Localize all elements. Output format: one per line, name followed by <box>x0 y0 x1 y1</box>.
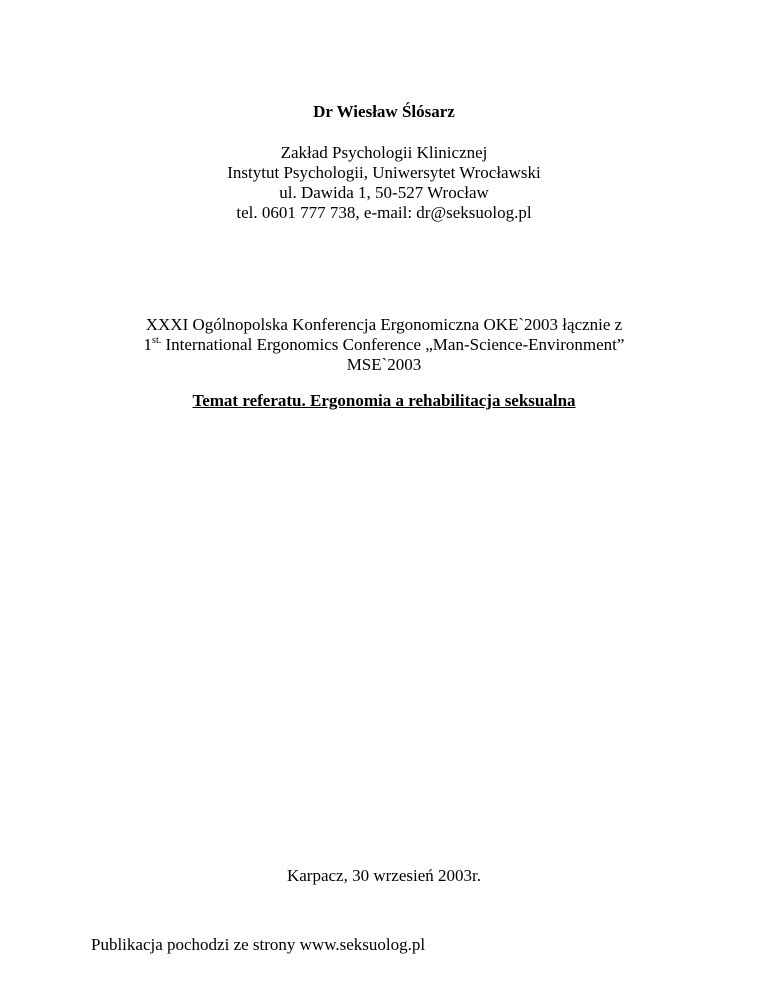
paper-topic-text: Temat referatu. Ergonomia a rehabilitacja seksualna <box>192 391 576 410</box>
place-and-date: Karpacz, 30 wrzesień 2003r. <box>286 866 481 885</box>
affiliation-department: Zakład Psychologii Klinicznej <box>280 143 488 162</box>
affiliation-institute: Instytut Psychologii, Uniwersytet Wrocławski <box>227 163 541 182</box>
paper-topic <box>0 391 768 411</box>
affiliation-address: ul. Dawida 1, 50-527 Wrocław <box>279 183 489 202</box>
footer-source-note: Publikacja pochodzi ze strony www.seksuolog.pl <box>91 935 426 954</box>
conference-ordinal-suffix: st. <box>152 335 162 346</box>
conference-name: International Ergonomics Conference „Man-Science-Environment” <box>161 335 625 354</box>
conference-ordinal: 1 <box>143 335 153 354</box>
conference-title-line1: XXXI Ogólnopolska Konferencja Ergonomiczna OKE`2003 łącznie z <box>145 315 623 334</box>
conference-title-line3: MSE`2003 <box>346 355 422 374</box>
affiliation-contact: tel. 0601 777 738, e-mail: dr@seksuolog.pl <box>236 203 532 222</box>
conference-title-line2 <box>0 335 768 355</box>
author-name: Dr Wiesław Ślósarz <box>313 102 455 121</box>
